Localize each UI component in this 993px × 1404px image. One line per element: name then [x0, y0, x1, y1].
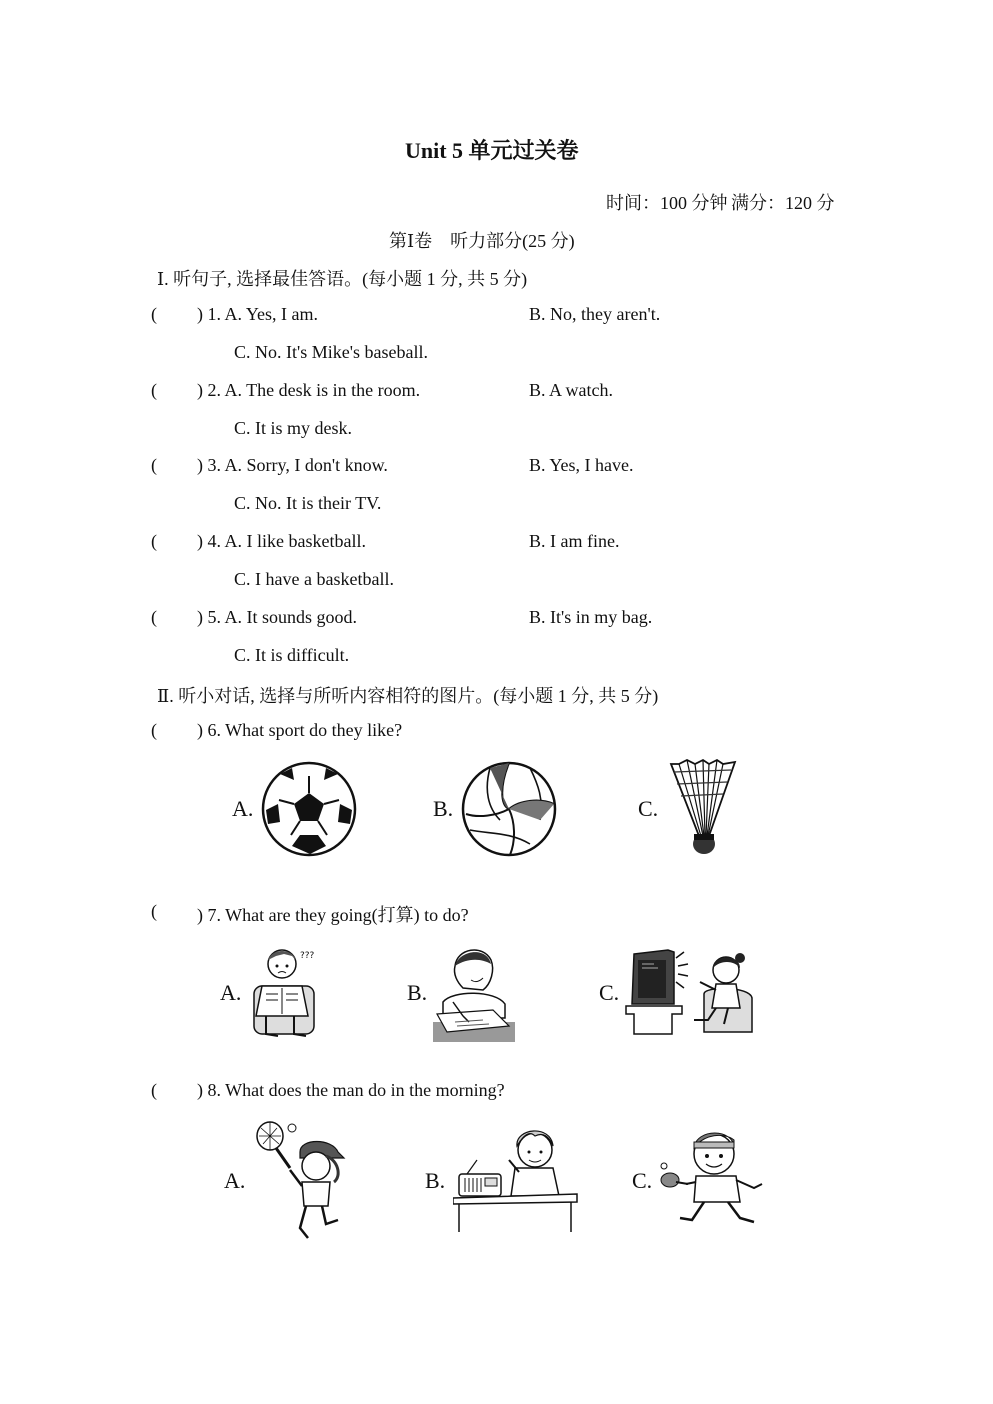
- option-b-label: B.: [433, 796, 454, 821]
- option-b: B. No, they aren't.: [529, 304, 661, 324]
- question-stem: ) 4. A. I like basketball.: [197, 531, 366, 551]
- question-stem: ) 1. A. Yes, I am.: [197, 304, 319, 324]
- option-c: C. No. It is their TV.: [234, 493, 382, 513]
- option-a-label: A.: [232, 796, 254, 821]
- option-a-label: A.: [220, 980, 242, 1005]
- option-b-label: B.: [407, 980, 428, 1005]
- option-b-label: B.: [425, 1168, 446, 1193]
- shuttlecock-icon[interactable]: [665, 758, 739, 858]
- option-b: B. I am fine.: [529, 531, 620, 551]
- question-stem: ) 8. What does the man do in the morning?: [197, 1080, 505, 1100]
- answer-paren[interactable]: (: [151, 455, 157, 475]
- answer-paren[interactable]: (: [151, 1080, 157, 1100]
- option-c: C. I have a basketball.: [234, 569, 394, 589]
- answer-paren[interactable]: (: [151, 304, 157, 324]
- page-title: Unit 5 单元过关卷: [405, 138, 579, 163]
- girl-watching-tv-icon[interactable]: [624, 946, 758, 1038]
- girl-playing-tennis-icon[interactable]: [250, 1120, 346, 1242]
- boy-reading-book-icon[interactable]: [248, 942, 320, 1042]
- option-c: C. It is difficult.: [234, 645, 350, 665]
- section-heading: Ⅰ. 听句子, 选择最佳答语。(每小题 1 分, 共 5 分): [157, 269, 528, 289]
- option-c-label: C.: [632, 1168, 653, 1193]
- exam-time: 时间：100 分钟: [606, 193, 728, 213]
- boy-listening-radio-icon[interactable]: [453, 1122, 579, 1234]
- option-c-label: C.: [599, 980, 620, 1005]
- question-stem: ) 5. A. It sounds good.: [197, 607, 358, 627]
- question-stem: ) 7. What are they going(打算) to do?: [197, 905, 469, 925]
- question-stem: ) 3. A. Sorry, I don't know.: [197, 455, 388, 475]
- option-b: B. Yes, I have.: [529, 455, 634, 475]
- option-b: B. A watch.: [529, 380, 613, 400]
- answer-paren[interactable]: (: [151, 720, 157, 740]
- boy-writing-icon[interactable]: [433, 942, 515, 1042]
- volleyball-icon[interactable]: [460, 760, 558, 858]
- answer-paren[interactable]: (: [151, 607, 157, 627]
- answer-paren[interactable]: (: [151, 380, 157, 400]
- option-a-label: A.: [224, 1168, 246, 1193]
- part-heading: 第Ⅰ卷 听力部分(25 分): [389, 231, 575, 251]
- option-c: C. No. It's Mike's baseball.: [234, 342, 428, 362]
- question-stem: ) 2. A. The desk is in the room.: [197, 380, 421, 400]
- option-c-label: C.: [638, 796, 659, 821]
- question-stem: ) 6. What sport do they like?: [197, 720, 403, 740]
- exam-full-score: 满分：120 分: [731, 193, 835, 213]
- answer-paren[interactable]: (: [151, 901, 157, 921]
- boy-playing-ping-pong-icon[interactable]: [658, 1126, 766, 1232]
- soccer-ball-icon[interactable]: [260, 760, 358, 858]
- answer-paren[interactable]: (: [151, 531, 157, 551]
- section-heading: Ⅱ. 听小对话, 选择与所听内容相符的图片。(每小题 1 分, 共 5 分): [157, 686, 659, 706]
- option-c: C. It is my desk.: [234, 418, 353, 438]
- option-b: B. It's in my bag.: [529, 607, 653, 627]
- svg-text:???: ???: [300, 951, 315, 961]
